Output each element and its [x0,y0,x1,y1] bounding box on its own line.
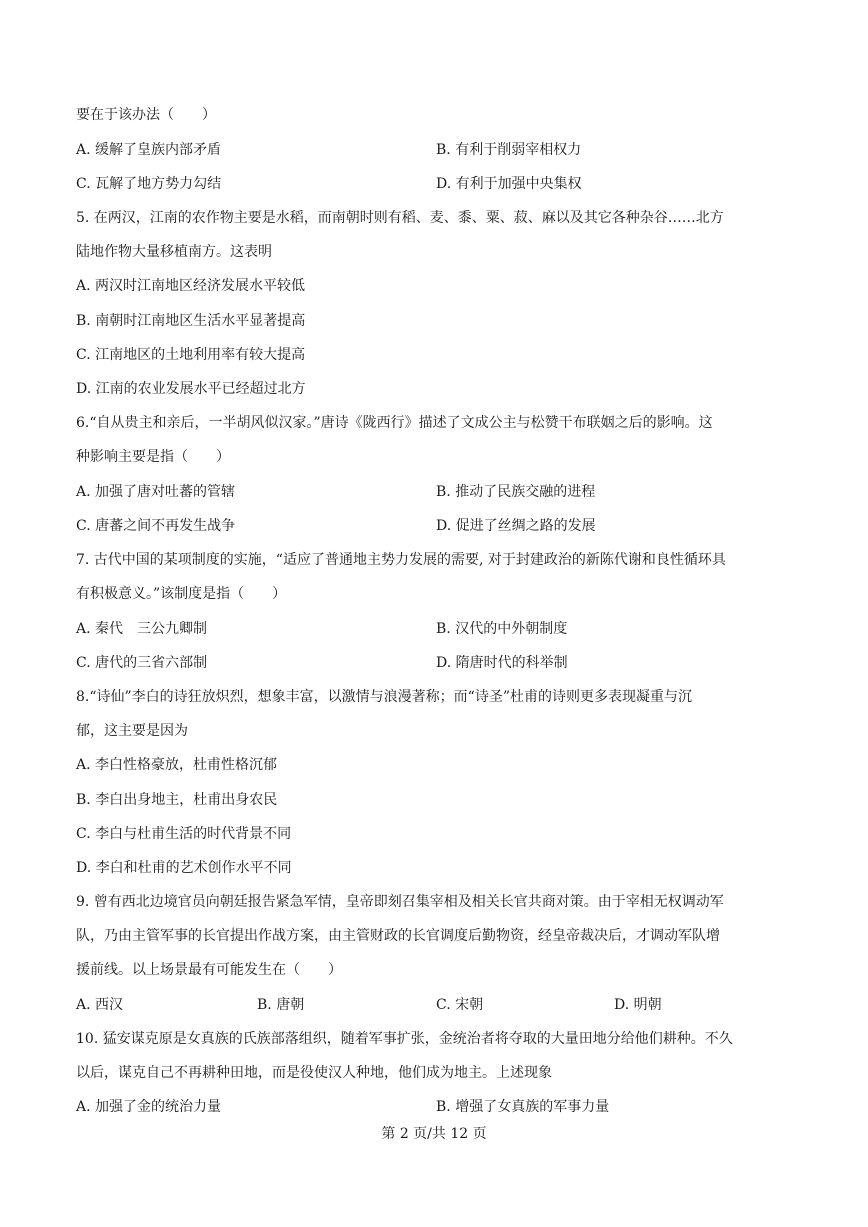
q9-option-a: A. 西汉 [76,997,124,1013]
q4-option-d: D. 有利于加强中央集权 [436,176,582,192]
q7-stem-line2: 有积极意义。”该制度是指（ ） [76,586,287,602]
q6-option-c: C. 唐蕃之间不再发生战争 [76,518,236,534]
q8-option-d: D. 李白和杜甫的艺术创作水平不同 [76,860,292,876]
q9-stem-line2: 队，乃由主管军事的长官提出作战方案，由主管财政的长官调度后勤物资，经皇帝裁决后，才调动军队增 [76,928,720,944]
q7-option-d: D. 隋唐时代的科举制 [436,655,568,671]
q8-option-c: C. 李白与杜甫生活的时代背景不同 [76,826,292,842]
q9-option-c: C. 宋朝 [436,997,484,1013]
q9-stem-line1: 9. 曾有西北边境官员向朝廷报告紧急军情，皇帝即刻召集宰相及相关长官共商对策。由于宰相无权调动军 [76,894,724,910]
q8-option-a: A. 李白性格豪放，杜甫性格沉郁 [76,757,278,773]
q5-stem-line1: 5. 在两汉，江南的农作物主要是水稻，而南朝时则有稻、麦、黍、粟、菽、麻以及其它各种杂谷……北方 [76,210,724,226]
q7-option-c: C. 唐代的三省六部制 [76,655,208,671]
q4-stem-tail: 要在于该办法（ ） [76,107,216,123]
q7-stem-line1: 7. 古代中国的某项制度的实施，“适应了普通地主势力发展的需要, 对于封建政治的新陈代谢和良性循环具 [76,552,726,568]
q4-option-b: B. 有利于削弱宰相权力 [436,142,582,158]
q4-option-c: C. 瓦解了地方势力勾结 [76,176,222,192]
page-footer: 第 2 页/共 12 页 [381,1126,487,1142]
q8-stem-line2: 郁，这主要是因为 [76,723,188,739]
q8-option-b: B. 李白出身地主，杜甫出身农民 [76,792,278,808]
q9-stem-line3: 援前线。以上场景最有可能发生在（ ） [76,962,342,978]
q5-option-c: C. 江南地区的土地利用率有较大提高 [76,347,306,363]
q6-stem-line1: 6.“自从贵主和亲后，一半胡风似汉家。”唐诗《陇西行》描述了文成公主与松赞干布联姻之后的影响。这 [76,415,713,431]
q5-option-b: B. 南朝时江南地区生活水平显著提高 [76,313,306,329]
q6-stem-line2: 种影响主要是指（ ） [76,449,230,465]
q7-option-b: B. 汉代的中外朝制度 [436,621,568,637]
q5-option-a: A. 两汉时江南地区经济发展水平较低 [76,278,306,294]
q5-option-d: D. 江南的农业发展水平已经超过北方 [76,381,306,397]
q9-option-b: B. 唐朝 [257,997,305,1013]
q6-option-d: D. 促进了丝绸之路的发展 [436,518,596,534]
q10-option-b: B. 增强了女真族的军事力量 [436,1099,610,1115]
q6-option-b: B. 推动了民族交融的进程 [436,484,596,500]
q10-stem-line2: 以后，谋克自己不再耕种田地，而是役使汉人种地，他们成为地主。上述现象 [76,1065,552,1081]
q5-stem-line2: 陆地作物大量移植南方。这表明 [76,244,272,260]
q9-option-d: D. 明朝 [614,997,662,1013]
q4-option-a: A. 缓解了皇族内部矛盾 [76,142,222,158]
q10-stem-line1: 10. 猛安谋克原是女真族的氏族部落组织，随着军事扩张，金统治者将夺取的大量田地分给他们耕种。不久 [76,1031,733,1047]
q10-option-a: A. 加强了金的统治力量 [76,1099,222,1115]
q8-stem-line1: 8.“诗仙”李白的诗狂放炽烈，想象丰富，以激情与浪漫著称；而“诗圣”杜甫的诗则更多表现凝重与沉 [76,689,692,705]
q6-option-a: A. 加强了唐对吐蕃的管辖 [76,484,236,500]
q7-option-a: A. 秦代 三公九卿制 [76,621,208,637]
